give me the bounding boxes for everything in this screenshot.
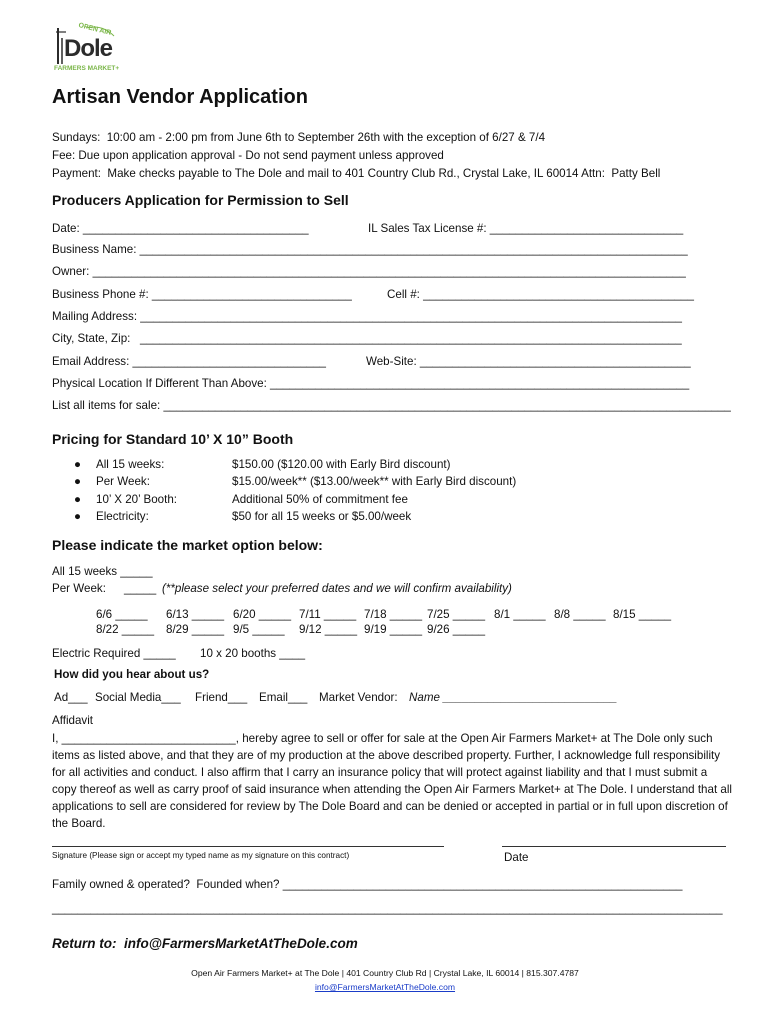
- extra-line-field[interactable]: ________________________________________________________________________________________________________: [52, 902, 723, 915]
- bullet-icon: ●: [74, 475, 82, 488]
- per-week-note: (**please select your preferred dates and we will confirm availability): [162, 582, 512, 595]
- business-phone-field[interactable]: Business Phone #: _______________________________: [52, 288, 352, 301]
- date-option[interactable]: 9/19 _____: [364, 623, 423, 636]
- hear-ad-option[interactable]: Ad___: [54, 691, 88, 704]
- hear-heading: How did you hear about us?: [54, 668, 210, 681]
- list-item: ● 10’ X 20’ Booth: Additional 50% of commitment fee: [74, 493, 408, 506]
- electric-required-option[interactable]: Electric Required _____: [52, 647, 176, 660]
- bullet-icon: ●: [74, 493, 82, 506]
- hear-vendor-label: Market Vendor:: [319, 691, 398, 704]
- footer-address: Open Air Farmers Market+ at The Dole | 401 Country Club Rd | Crystal Lake, IL 60014 | 815.307.4787: [191, 968, 579, 978]
- pricing-heading: Pricing for Standard 10’ X 10” Booth: [52, 431, 294, 447]
- market-option-heading: Please indicate the market option below:: [52, 537, 323, 553]
- footer-email-link[interactable]: info@FarmersMarketAtTheDole.com: [314, 982, 456, 992]
- date-field[interactable]: Date: ___________________________________: [52, 222, 309, 235]
- date-line[interactable]: [502, 846, 726, 847]
- city-state-zip-field[interactable]: City, State, Zip: ____________________________________________________________________________________: [52, 332, 682, 345]
- physical-location-field[interactable]: Physical Location If Different Than Above: _________________________________________________________________: [52, 377, 690, 390]
- logo-sub-text: FARMERS MARKET+: [54, 65, 120, 72]
- bullet-icon: ●: [74, 510, 82, 523]
- items-for-sale-field[interactable]: List all items for sale: ________________________________________________________________________________________: [52, 399, 731, 412]
- booths-option[interactable]: 10 x 20 booths ____: [200, 647, 306, 660]
- date-option[interactable]: 8/15 _____: [613, 608, 672, 621]
- date-option[interactable]: 6/6 _____: [96, 608, 148, 621]
- date-option[interactable]: 7/18 _____: [364, 608, 423, 621]
- list-item: ● Electricity: $50 for all 15 weeks or $5.00/week: [74, 510, 412, 523]
- date-option[interactable]: 9/5 _____: [233, 623, 285, 636]
- per-week-option[interactable]: _____: [124, 582, 157, 595]
- date-option[interactable]: 7/25 _____: [427, 608, 486, 621]
- info-fee: Fee: Due upon application approval - Do not send payment unless approved: [52, 149, 444, 162]
- date-label: Date: [504, 851, 529, 864]
- date-option[interactable]: 6/13 _____: [166, 608, 225, 621]
- signature-label: Signature (Please sign or accept my typed name as my signature on this contract): [52, 851, 350, 860]
- info-schedule: Sundays: 10:00 am - 2:00 pm from June 6th to September 26th with the exception of 6/27 & 7/4: [52, 131, 546, 144]
- hear-email-option[interactable]: Email___: [259, 691, 308, 704]
- website-field[interactable]: Web-Site: __________________________________________: [366, 355, 691, 368]
- date-option[interactable]: 8/29 _____: [166, 623, 225, 636]
- affidavit-label: Affidavit: [52, 714, 94, 727]
- owner-field[interactable]: Owner: ____________________________________________________________________________________________: [52, 265, 686, 278]
- list-item: ● Per Week: $15.00/week** ($13.00/week** with Early Bird discount): [74, 475, 517, 488]
- per-week-label: Per Week:: [52, 582, 106, 595]
- bullet-icon: ●: [74, 458, 82, 471]
- signature-line[interactable]: [52, 846, 444, 847]
- family-owned-field[interactable]: Family owned & operated? Founded when? ______________________________________________________________: [52, 878, 683, 891]
- logo-main-text: Dole: [64, 35, 113, 62]
- cell-field[interactable]: Cell #: __________________________________________: [387, 288, 694, 301]
- dole-logo: [52, 24, 122, 78]
- date-option[interactable]: 6/20 _____: [233, 608, 292, 621]
- business-name-field[interactable]: Business Name: _____________________________________________________________________________________: [52, 243, 688, 256]
- email-field[interactable]: Email Address: ______________________________: [52, 355, 326, 368]
- all-weeks-option[interactable]: All 15 weeks _____: [52, 565, 153, 578]
- tax-license-field[interactable]: IL Sales Tax License #: ______________________________: [368, 222, 684, 235]
- info-payment: Payment: Make checks payable to The Dole and mail to 401 Country Club Rd., Crystal Lake, IL 60014 Attn: Patty Bell: [52, 167, 661, 180]
- affidavit-text: I, ___________________________, hereby agree to sell or offer for sale at the Open Air Farmers Market+ at The Dole only such items as listed above, and that they are of my production at the above described property. Further, I acknowledge full responsibility for all activities and conduct. I also affirm that I carry an insurance policy that will protect against liability and that I must submit a copy thereof as well as carry proof of said insurance when attending the Open Air Farmers Market+ at The Dole. I understand that all applications to sell are considered for review by The Dole Board and can be denied or accepted in partial or in full upon discretion of the Board.: [52, 732, 732, 830]
- date-option[interactable]: 9/26 _____: [427, 623, 486, 636]
- hear-friend-option[interactable]: Friend___: [195, 691, 248, 704]
- date-option[interactable]: 8/22 _____: [96, 623, 155, 636]
- mailing-address-field[interactable]: Mailing Address: ____________________________________________________________________________________: [52, 310, 682, 323]
- date-option[interactable]: 8/8 _____: [554, 608, 606, 621]
- list-item: ● All 15 weeks: $150.00 ($120.00 with Early Bird discount): [74, 458, 451, 471]
- producers-heading: Producers Application for Permission to Sell: [52, 192, 349, 208]
- page-title: Artisan Vendor Application: [52, 86, 308, 108]
- hear-vendor-name[interactable]: Name ___________________________: [409, 691, 618, 704]
- date-option[interactable]: 7/11 _____: [299, 608, 357, 621]
- date-option[interactable]: 8/1 _____: [494, 608, 546, 621]
- return-to: Return to: info@FarmersMarketAtTheDole.com: [52, 936, 358, 951]
- logo-top-text: OPEN AIR: [77, 22, 112, 37]
- hear-social-option[interactable]: Social Media___: [95, 691, 181, 704]
- date-option[interactable]: 9/12 _____: [299, 623, 358, 636]
